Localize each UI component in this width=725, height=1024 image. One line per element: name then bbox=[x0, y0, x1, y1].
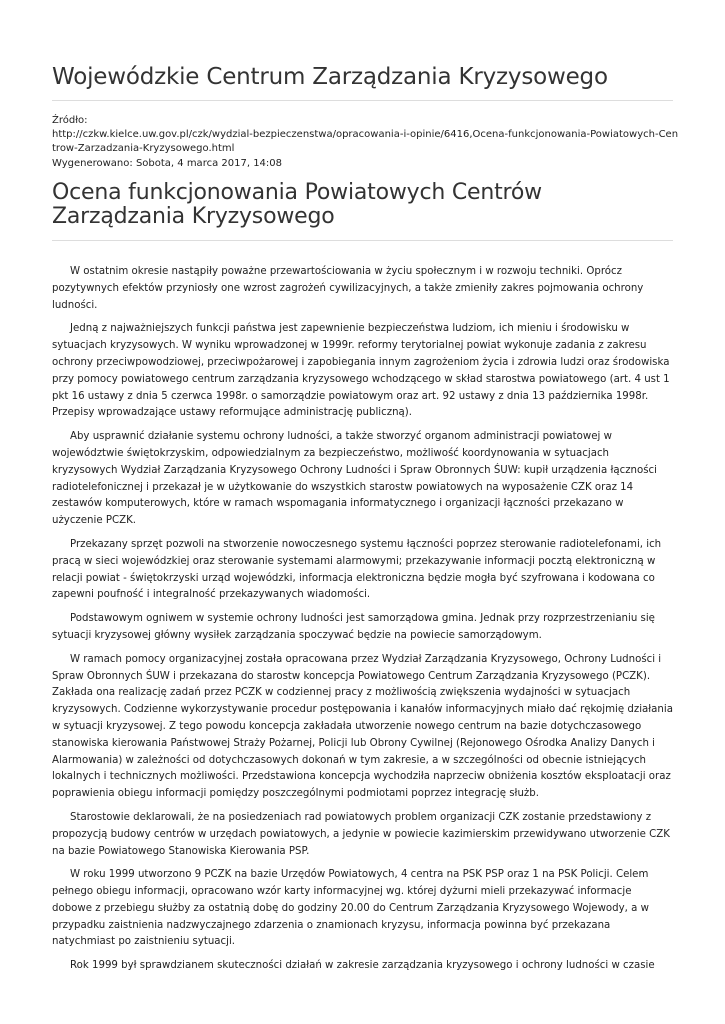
paragraph: W roku 1999 utworzono 9 PCZK na bazie Urzędów Powiatowych, 4 centra na PSK PSP oraz 1 na PSK Policji. Celem pełnego obiegu informacji, opracowano wzór karty informacyjnej wg. której dyżurni mieli przekazywać informacje dobowe z przebiegu służby za ostatnią dobę do godziny 20.00 do Centrum Zarządzania Kryzysowego Wojewody, a w przypadku zaistnienia nadzwyczajnego zdarzenia o znamionach kryzysu, informacja powinna być przekazana natychmiast po zaistnieniu sytuacji. bbox=[52, 869, 649, 948]
source-url-line-2[interactable]: trow-Zarzadzania-Kryzysowego.html bbox=[52, 143, 235, 155]
header-divider bbox=[52, 100, 673, 101]
source-label: Źródło: bbox=[52, 115, 88, 126]
paragraph: Podstawowym ogniwem w systemie ochrony ludności jest samorządowa gmina. Jednak przy rozprzestrzenianiu się sytuacji kryzysowej główny wysiłek zarządzania spoczywać będzie na powiecie samorządowym. bbox=[52, 613, 655, 641]
paragraph: W ramach pomocy organizacyjnej została opracowana przez Wydział Zarządzania Kryzysowego, Ochrony Ludności i Spraw Obronnych ŚUW i przekazana do starostw koncepcja Powiatowego Centrum Zarządzania Kryzysowego (PCZK). Zakłada ona realizację zadań przez PCZK w codziennej pracy z możliwością zwiększenia wydajności w sytuacjach kryzysowych. Codzienne wykorzystywanie procedur postępowania i kanałów informacyjnych miało dać rękojmię działania w sytuacji kryzysowej. Z tego powodu koncepcja zakładała utworzenie nowego centrum na bazie dotychczasowego stanowiska kierowania Państwowej Straży Pożarnej, Policji lub Obrony Cywilnej (Rejonowego Ośrodka Analizy Danych i Alarmowania) w zależności od dotychczasowych dokonań w tym zakresie, a w szczególności od obecnie istniejących lokalnych i technicznych możliwości. Przedstawiona koncepcja wychodziła naprzeciw obniżenia kosztów eksploatacji oraz poprawienia obiegu informacji pomiędzy poszczególnymi podmiotami poprzez integrację służb. bbox=[52, 653, 673, 800]
paragraph: Jedną z najważniejszych funkcji państwa jest zapewnienie bezpieczeństwa ludziom, ich mieniu i środowisku w sytuacjach kryzysowych. W wyniku wprowadzonej w 1999r. reformy terytorialnej powiat wykonuje zadania z zakresu ochrony przeciwpowodziowej, przeciwpożarowej i zapobiegania innym zagrożeniom życia i zdrowia ludzi oraz środowiska przy pomocy powiatowego centrum zarządzania kryzysowego wchodzącego w skład starostwa powiatowego (art. 4 ust 1 pkt 16 ustawy z dnia 5 czerwca 1998r. o samorządzie powiatowym oraz art. 92 ustawy z dnia 13 października 1998r. Przepisy wprowadzające ustawy reformujące administrację publiczną). bbox=[52, 323, 670, 419]
site-title: Wojewódzkie Centrum Zarządzania Kryzysowego bbox=[52, 64, 608, 90]
paragraph: Starostowie deklarowali, że na posiedzeniach rad powiatowych problem organizacji CZK zostanie przedstawiony z propozycją budowy centrów w urzędach powiatowych, a jedynie w powiecie kazimierskim przewidywano utworzenie CZK na bazie Powiatowego Stanowiska Kierowania PSP. bbox=[52, 811, 670, 857]
paragraph: W ostatnim okresie nastąpiły poważne przewartościowania w życiu społecznym i w rozwoju techniki. Oprócz pozytywnych efektów przyniosły one wzrost zagrożeń cywilizacyjnych, a także zmieniły zakres pojmowania ochrony ludności. bbox=[52, 266, 644, 311]
article-title: Ocena funkcjonowania Powiatowych Centrów Zarządzania Kryzysowego bbox=[52, 180, 542, 229]
paragraph: Aby usprawnić działanie systemu ochrony ludności, a także stworzyć organom administracji powiatowej w województwie świętokrzyskim, odpowiedzialnym za bezpieczeństwo, możliwość koordynowania w sytuacjach kryzysowych Wydział Zarządzania Kryzysowego Ochrony Ludności i Spraw Obronnych ŚUW: kupił urządzenia łączności radiotelefonicznej i przekazał je w użytkowanie do wszystkich starostw powiatowych na wyposażenie CZK oraz 14 zestawów komputerowych, które w ramach wspomagania informatycznego i organizacji łączności przekazano w użyczenie PCZK. bbox=[52, 431, 657, 527]
source-url-line-1[interactable]: http://czkw.kielce.uw.gov.pl/czk/wydzial-bezpieczenstwa/opracowania-i-opinie/6416,Ocena-funkcjonowania-Powiatowych-Cen bbox=[52, 129, 679, 141]
paragraph: Przekazany sprzęt pozwoli na stworzenie nowoczesnego systemu łączności poprzez sterowanie radiotelefonami, ich pracą w sieci wojewódzkiej oraz sterowanie systemami alarmowymi; przekazywanie informacji pocztą elektroniczną w relacji powiat - świętokrzyski urząd wojewódzki, informacja elektroniczna będzie mogła być szyfrowana i kodowana co zapewni poufność i integralność przekazywanych wiadomości. bbox=[52, 538, 662, 601]
source-meta bbox=[52, 114, 679, 171]
title-divider bbox=[52, 240, 673, 241]
paragraph: Rok 1999 był sprawdzianem skuteczności działań w zakresie zarządzania kryzysowego i ochrony ludności w czasie bbox=[70, 960, 655, 972]
generated-timestamp: Wygenerowano: Sobota, 4 marca 2017, 14:08 bbox=[52, 157, 283, 169]
article-body bbox=[52, 264, 673, 982]
